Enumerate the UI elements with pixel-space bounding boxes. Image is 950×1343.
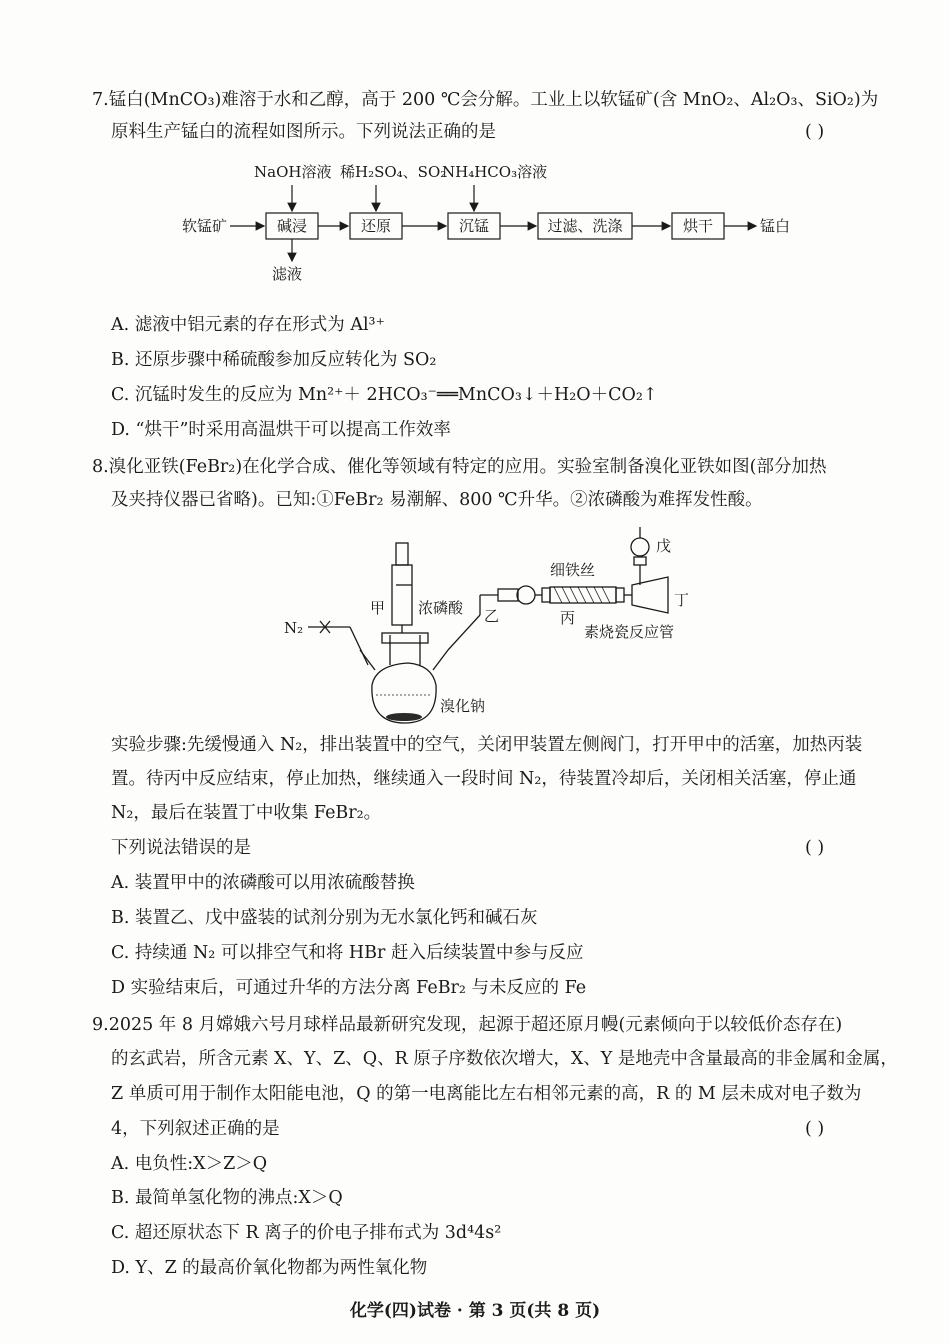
q9-answer-paren: ( ) (805, 1119, 825, 1139)
q8-option-b: B. 装置乙、戊中盛装的试剂分别为无水氯化钙和碱石灰 (111, 908, 538, 928)
label-bing: 丙 (560, 609, 576, 627)
q8-ask: 下列说法错误的是 (111, 838, 251, 858)
label-salt: 溴化钠 (440, 697, 486, 715)
q8-answer-paren: ( ) (805, 838, 825, 858)
flow-byproduct: 滤液 (272, 265, 303, 283)
q8-line1: 8.溴化亚铁(FeBr₂)在化学合成、催化等领域有特定的应用。实验室制备溴化亚铁如图(部分加热 (92, 457, 827, 477)
flow-reagent-nh4hco3: NH₄HCO₃溶液 (442, 163, 548, 181)
q9-line3: Z 单质可用于制作太阳能电池，Q 的第一电离能比左右相邻元素的高，R 的 M 层未成对电子数为 (111, 1084, 862, 1104)
q9-number: 9. (92, 1015, 109, 1035)
drying-tube-yi (517, 586, 535, 604)
label-acid: 浓磷酸 (418, 599, 464, 617)
q7-answer-paren: ( ) (805, 122, 825, 142)
q9-option-d: D. Y、Z 的最高价氧化物都为两性氧化物 (111, 1258, 428, 1278)
q9-line4: 4，下列叙述正确的是 (111, 1119, 280, 1139)
page-footer: 化学(四)试卷 · 第 3 页(共 8 页) (349, 1301, 601, 1321)
q7-option-d: D. “烘干”时采用高温烘干可以提高工作效率 (111, 420, 451, 440)
label-ding: 丁 (674, 591, 690, 609)
q7-option-a: A. 滤液中铝元素的存在形式为 Al³⁺ (111, 315, 385, 335)
q8-step-line2: 置。待丙中反应结束，停止加热，继续通入一段时间 N₂，待装置冷却后，关闭相关活塞，停止通 (111, 769, 857, 789)
flow-step-label: 烘干 (682, 217, 714, 235)
q9-line2: 的玄武岩，所含元素 X、Y、Z、Q、R 原子序数依次增大，X、Y 是地壳中含量最高的非金属和金属， (111, 1049, 898, 1069)
label-wire: 细铁丝 (550, 561, 596, 579)
q8-step-line1: 实验步骤:先缓慢通入 N₂，排出装置中的空气，关闭甲装置左侧阀门，打开甲中的活塞，加热丙装 (111, 735, 863, 755)
q8-option-d: D 实验结束后，可通过升华的方法分离 FeBr₂ 与未反应的 Fe (111, 978, 587, 998)
q8-option-a: A. 装置甲中的浓磷酸可以用浓硫酸替换 (111, 873, 415, 893)
flow-step-label: 过滤、洗涤 (547, 217, 623, 235)
label-yi: 乙 (484, 607, 500, 625)
q7-number: 7. (92, 90, 109, 110)
flow-reagent-h2so4: 稀H₂SO₄、SO₂ (340, 163, 447, 181)
flow-step-label: 碱浸 (276, 217, 308, 235)
q8-line2: 及夹持仪器已省略)。已知:①FeBr₂ 易潮解、800 ℃升华。②浓磷酸为难挥发性酸。 (111, 490, 763, 510)
label-jia: 甲 (370, 599, 386, 617)
q9-option-a: A. 电负性:X＞Z＞Q (111, 1154, 268, 1174)
q8-number: 8. (92, 457, 109, 477)
flow-step-label: 还原 (360, 217, 392, 235)
q9-line1: 9.2025 年 8 月嫦娥六号月球样品最新研究发现，起源于超还原月幔(元素倾向于以较低价态存在) (92, 1015, 843, 1035)
q7-option-b: B. 还原步骤中稀硫酸参加反应转化为 SO₂ (111, 350, 437, 370)
flow-end: 锰白 (760, 217, 791, 235)
flow-reagent-naoh: NaOH溶液 (254, 163, 332, 181)
q7-flowchart (170, 155, 830, 290)
flow-step-label: 沉锰 (458, 217, 490, 235)
collection-flask-ding (632, 577, 668, 613)
q7-line2: 原料生产锰白的流程如图所示。下列说法正确的是 (111, 122, 496, 142)
q9-option-b: B. 最简单氢化物的沸点:X＞Q (111, 1188, 343, 1208)
label-wu: 戊 (656, 537, 672, 555)
flow-start: 软锰矿 (182, 217, 228, 235)
label-tube: 素烧瓷反应管 (584, 623, 675, 641)
q9-option-c: C. 超还原状态下 R 离子的价电子排布式为 3d⁴4s² (111, 1223, 502, 1243)
q8-step-line3: N₂，最后在装置丁中收集 FeBr₂。 (111, 803, 382, 823)
dropping-funnel (392, 565, 412, 625)
drying-bulb-wu (631, 538, 649, 556)
label-n2: N₂ (284, 619, 304, 637)
q7-option-c: C. 沉锰时发生的反应为 Mn²⁺＋ 2HCO₃⁻══MnCO₃↓＋H₂O＋CO₂↑ (111, 385, 658, 405)
q8-option-c: C. 持续通 N₂ 可以排空气和将 HBr 赶入后续装置中参与反应 (111, 943, 584, 963)
q8-apparatus (280, 525, 700, 725)
q7-line1: 7.锰白(MnCO₃)难溶于水和乙醇，高于 200 ℃会分解。工业上以软锰矿(含 MnO₂、Al₂O₃、SiO₂)为 (92, 90, 879, 110)
